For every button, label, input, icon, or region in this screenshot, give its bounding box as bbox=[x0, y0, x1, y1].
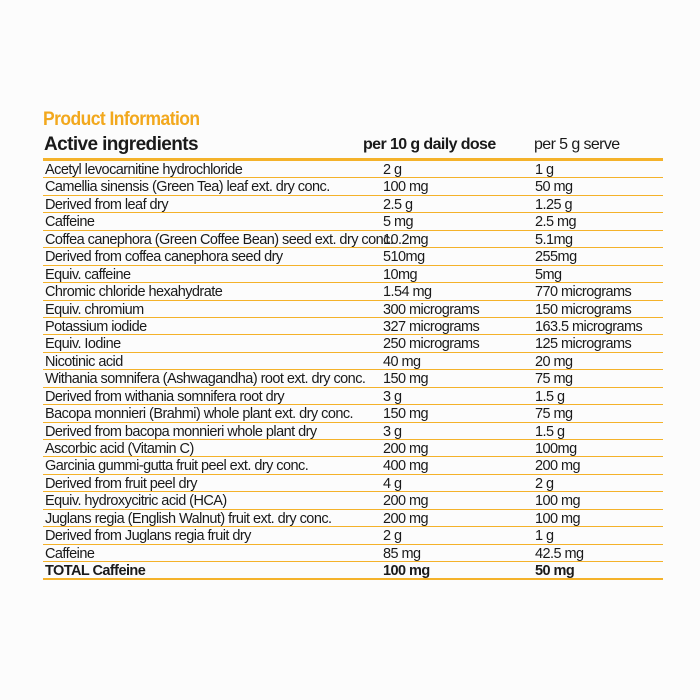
table-row bbox=[43, 231, 663, 248]
table-row bbox=[43, 492, 663, 509]
total-label: TOTAL Caffeine bbox=[45, 563, 146, 580]
ingredient-name: Derived from Juglans regia fruit dry bbox=[45, 528, 251, 545]
daily-dose-value: 5 mg bbox=[383, 214, 414, 231]
total-daily-dose: 100 mg bbox=[383, 563, 430, 580]
daily-dose-value: 300 micrograms bbox=[383, 301, 480, 318]
daily-dose-value: 40 mg bbox=[383, 353, 421, 370]
table-row bbox=[43, 475, 663, 492]
ingredient-name: Derived from withania somnifera root dry bbox=[45, 388, 285, 405]
ingredient-name: Bacopa monnieri (Brahmi) whole plant ext. dry conc. bbox=[45, 406, 354, 423]
product-information-panel bbox=[43, 108, 663, 580]
daily-dose-value: 10.2mg bbox=[383, 231, 429, 248]
table-row bbox=[43, 388, 663, 405]
ingredient-name: Coffea canephora (Green Coffee Bean) seed ext. dry conc. bbox=[45, 231, 394, 248]
daily-dose-value: 85 mg bbox=[383, 545, 421, 562]
ingredient-name: Derived from fruit peel dry bbox=[45, 475, 197, 492]
table-row bbox=[43, 178, 663, 195]
ingredient-name: Juglans regia (English Walnut) fruit ext. dry conc. bbox=[45, 510, 332, 527]
per-serve-value: 1.5 g bbox=[535, 423, 565, 440]
ingredient-name: Potassium iodide bbox=[45, 318, 147, 335]
table-row bbox=[43, 457, 663, 474]
daily-dose-value: 327 micrograms bbox=[383, 318, 480, 335]
per-serve-value: 1 g bbox=[535, 162, 554, 178]
table-row bbox=[43, 318, 663, 335]
per-serve-value: 2 g bbox=[535, 475, 554, 492]
table-row bbox=[43, 353, 663, 370]
table-row bbox=[43, 370, 663, 387]
per-serve-value: 100 mg bbox=[535, 493, 581, 510]
ingredient-name: Acetyl levocarnitine hydrochloride bbox=[45, 162, 243, 178]
ingredient-name: Caffeine bbox=[45, 214, 95, 231]
per-serve-value: 770 micrograms bbox=[535, 284, 632, 301]
daily-dose-value: 1.54 mg bbox=[383, 284, 432, 301]
per-serve-value: 75 mg bbox=[535, 371, 573, 388]
daily-dose-value: 200 mg bbox=[383, 493, 429, 510]
daily-dose-value: 100 mg bbox=[383, 179, 429, 196]
per-serve-value: 50 mg bbox=[535, 179, 573, 196]
ingredient-name: Derived from leaf dry bbox=[45, 196, 169, 213]
daily-dose-value: 4 g bbox=[383, 475, 402, 492]
ingredient-name: Equiv. Iodine bbox=[45, 336, 121, 353]
per-serve-value: 2.5 mg bbox=[535, 214, 577, 231]
table-row bbox=[43, 440, 663, 457]
ingredient-name: Chromic chloride hexahydrate bbox=[45, 284, 223, 301]
daily-dose-value: 150 mg bbox=[383, 406, 429, 423]
daily-dose-value: 2.5 g bbox=[383, 196, 413, 213]
ingredient-name: Equiv. hydroxycitric acid (HCA) bbox=[45, 493, 227, 510]
table-row bbox=[43, 196, 663, 213]
per-serve-value: 100 mg bbox=[535, 510, 581, 527]
ingredient-name: Camellia sinensis (Green Tea) leaf ext. dry conc. bbox=[45, 179, 330, 196]
table-row bbox=[43, 266, 663, 283]
table-row bbox=[43, 527, 663, 544]
table-row bbox=[43, 405, 663, 422]
ingredient-name: Caffeine bbox=[45, 545, 95, 562]
per-serve-value: 100mg bbox=[535, 441, 577, 457]
header-per-serve: per 5 g serve bbox=[534, 136, 620, 153]
daily-dose-value: 510mg bbox=[383, 249, 425, 266]
table-row bbox=[43, 213, 663, 230]
per-serve-value: 1 g bbox=[535, 528, 554, 545]
per-serve-value: 125 micrograms bbox=[535, 336, 632, 353]
per-serve-value: 163.5 micrograms bbox=[535, 318, 643, 335]
table-header bbox=[43, 132, 663, 161]
table-row bbox=[43, 335, 663, 352]
ingredient-name: Ascorbic acid (Vitamin C) bbox=[45, 441, 194, 457]
ingredient-name: Withania somnifera (Ashwagandha) root ext. dry conc. bbox=[45, 371, 366, 388]
per-serve-value: 1.5 g bbox=[535, 388, 565, 405]
ingredients-table bbox=[43, 161, 663, 562]
table-row bbox=[43, 161, 663, 178]
daily-dose-value: 200 mg bbox=[383, 441, 429, 457]
table-row bbox=[43, 423, 663, 440]
header-daily-dose: per 10 g daily dose bbox=[363, 136, 496, 153]
daily-dose-value: 400 mg bbox=[383, 458, 429, 475]
daily-dose-value: 3 g bbox=[383, 388, 402, 405]
ingredient-name: Derived from bacopa monnieri whole plant dry bbox=[45, 423, 317, 440]
daily-dose-value: 10mg bbox=[383, 266, 418, 283]
per-serve-value: 75 mg bbox=[535, 406, 573, 423]
per-serve-value: 5.1mg bbox=[535, 231, 573, 248]
table-row bbox=[43, 283, 663, 300]
per-serve-value: 20 mg bbox=[535, 353, 573, 370]
total-per-serve: 50 mg bbox=[535, 563, 575, 580]
ingredient-name: Equiv. chromium bbox=[45, 301, 144, 318]
per-serve-value: 200 mg bbox=[535, 458, 581, 475]
total-caffeine-row bbox=[43, 562, 663, 579]
table-row bbox=[43, 510, 663, 527]
daily-dose-value: 200 mg bbox=[383, 510, 429, 527]
daily-dose-value: 2 g bbox=[383, 162, 402, 178]
daily-dose-value: 250 micrograms bbox=[383, 336, 480, 353]
per-serve-value: 255mg bbox=[535, 249, 577, 266]
table-row bbox=[43, 301, 663, 318]
daily-dose-value: 2 g bbox=[383, 528, 402, 545]
per-serve-value: 5mg bbox=[535, 266, 562, 283]
table-row bbox=[43, 545, 663, 562]
ingredient-name: Nicotinic acid bbox=[45, 353, 123, 370]
ingredient-name: Garcinia gummi-gutta fruit peel ext. dry conc. bbox=[45, 458, 309, 475]
ingredient-name: Derived from coffea canephora seed dry bbox=[45, 249, 283, 266]
per-serve-value: 150 micrograms bbox=[535, 301, 632, 318]
section-title: Product Information bbox=[43, 109, 200, 130]
ingredient-name: Equiv. caffeine bbox=[45, 266, 131, 283]
header-active-ingredients: Active ingredients bbox=[44, 134, 198, 155]
table-row bbox=[43, 248, 663, 265]
per-serve-value: 1.25 g bbox=[535, 196, 573, 213]
per-serve-value: 42.5 mg bbox=[535, 545, 584, 562]
daily-dose-value: 3 g bbox=[383, 423, 402, 440]
daily-dose-value: 150 mg bbox=[383, 371, 429, 388]
